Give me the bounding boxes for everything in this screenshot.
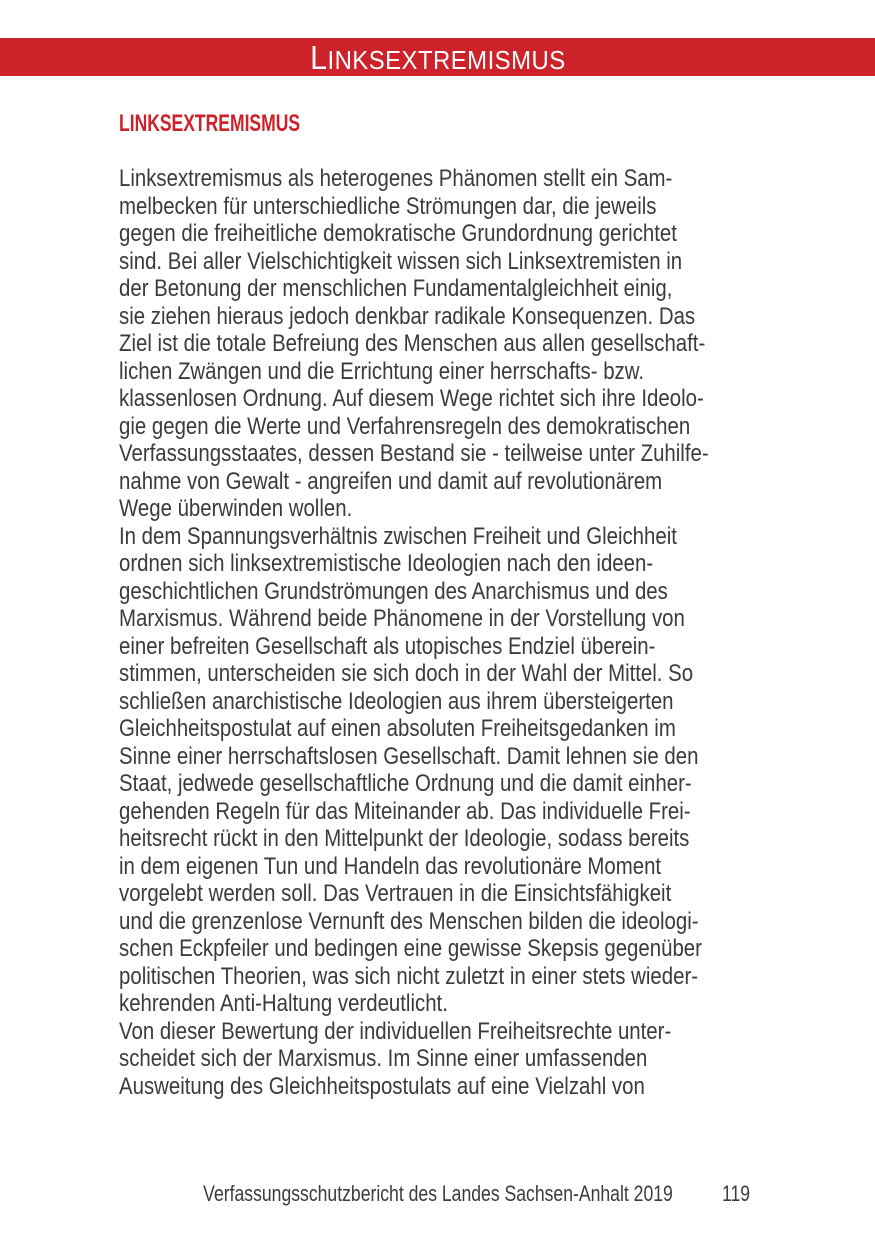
body-line: scheidet sich der Marxismus. Im Sinne einer umfassenden [119, 1045, 648, 1072]
page-footer [118, 1180, 758, 1208]
chapter-banner-title: LINKSEXTREMISMUS [309, 38, 566, 76]
body-line: Gleichheitspostulat auf einen absoluten Freiheitsgedanken im [119, 715, 676, 742]
body-line: Linksextremismus als heterogenes Phänomen stellt ein Sam- [119, 165, 673, 192]
body-line: lichen Zwängen und die Errichtung einer herrschafts- bzw. [119, 357, 645, 385]
chapter-banner [0, 38, 875, 76]
body-line: und die grenzenlose Vernunft des Menschen bilden die ideologi- [119, 907, 699, 935]
footer-page-number: 119 [721, 1181, 750, 1206]
body-text [119, 165, 769, 1100]
body-line: Staat, jedwede gesellschaftliche Ordnung und die damit einher- [119, 770, 692, 797]
footer-report-title: Verfassungsschutzbericht des Landes Sachsen-Anhalt 2019 [203, 1181, 673, 1206]
body-line: Ziel ist die totale Befreiung des Menschen aus allen gesellschaft- [119, 330, 706, 357]
body-line: in dem eigenen Tun und Handeln das revolutionäre Moment [119, 852, 662, 880]
body-line: Ausweitung des Gleichheitspostulats auf eine Vielzahl von [119, 1072, 645, 1100]
body-line: einer befreiten Gesellschaft als utopisches Endziel überein- [119, 632, 656, 660]
body-line: gegen die freiheitliche demokratische Grundordnung gerichtet [119, 220, 677, 247]
body-line: schen Eckpfeiler und bedingen eine gewisse Skepsis gegenüber [119, 935, 702, 962]
body-line: Wege überwinden wollen. [119, 495, 353, 522]
body-line: schließen anarchistische Ideologien aus ihrem übersteigerten [119, 687, 674, 715]
body-line: gie gegen die Werte und Verfahrensregeln des demokratischen [119, 412, 691, 440]
body-line: stimmen, unterscheiden sie sich doch in der Wahl der Mittel. So [119, 660, 694, 687]
body-line: gehenden Regeln für das Miteinander ab. Das individuelle Frei- [119, 797, 691, 825]
body-line: der Betonung der menschlichen Fundamentalgleichheit einig, [119, 275, 673, 302]
body-line: nahme von Gewalt - angreifen und damit auf revolutionärem [119, 467, 663, 495]
section-heading: LINKSEXTREMISMUS [119, 110, 301, 137]
body-line: ordnen sich linksextremistische Ideologien nach den ideen- [119, 550, 654, 577]
body-line: Verfassungsstaates, dessen Bestand sie - teilweise unter Zuhilfe- [119, 440, 709, 467]
body-line: heitsrecht rückt in den Mittelpunkt der Ideologie, sodass bereits [119, 825, 690, 852]
body-line: vorgelebt werden soll. Das Vertrauen in die Einsichtsfähigkeit [119, 880, 672, 907]
body-line: In dem Spannungsverhältnis zwischen Freiheit und Gleichheit [119, 522, 677, 550]
body-line: Sinne einer herrschaftslosen Gesellschaft. Damit lehnen sie den [119, 742, 699, 770]
body-line: melbecken für unterschiedliche Strömungen dar, die jeweils [119, 192, 657, 220]
body-line: politischen Theorien, was sich nicht zuletzt in einer stets wieder- [119, 962, 699, 990]
body-line: kehrenden Anti-Haltung verdeutlicht. [119, 990, 448, 1017]
body-line: Von dieser Bewertung der individuellen Freiheitsrechte unter- [119, 1017, 672, 1045]
body-line: klassenlosen Ordnung. Auf diesem Wege richtet sich ihre Ideolo- [119, 385, 704, 412]
body-line: sind. Bei aller Vielschichtigkeit wissen sich Linksextremisten in [119, 247, 683, 275]
body-line: Marxismus. Während beide Phänomene in der Vorstellung von [119, 605, 685, 632]
body-line: geschichtlichen Grundströmungen des Anarchismus und des [119, 577, 668, 605]
body-line: sie ziehen hieraus jedoch denkbar radikale Konsequenzen. Das [119, 302, 696, 330]
